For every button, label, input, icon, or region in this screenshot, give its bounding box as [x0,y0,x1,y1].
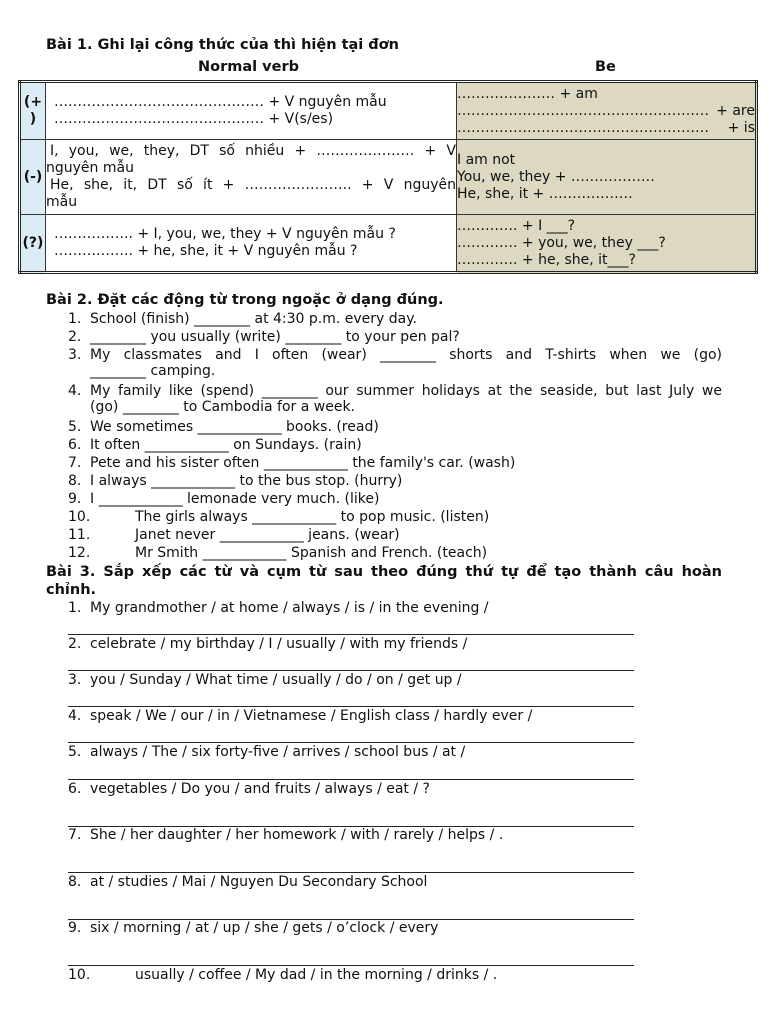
list-item: 6. It often ____________ on Sundays. (rain) [68,437,362,453]
formula-line: ……………………………………………… [457,102,709,119]
formula-line: I, you, we, they, DT số nhiều + ………………… + V [50,143,456,159]
tense-formula-table [18,80,758,274]
bai2-title: Bài 2. Đặt các động từ trong ngoặc ở dạng đúng. [46,292,444,308]
formula-line: ……………………………………………… [457,119,709,136]
list-item: 10. usually / coffee / My dad / in the morning / drinks / . [68,967,498,983]
list-item: 6. vegetables / Do you / and fruits / always / eat / ? [68,781,430,797]
sign-negative: (-) [20,140,46,215]
list-item: 7. Pete and his sister often ____________ the family's car. (wash) [68,455,516,471]
formula-line: You, we, they + ……………… [457,168,655,185]
be-question-cell [457,215,757,273]
table-row-positive [20,82,757,140]
list-item: 5. We sometimes ____________ books. (read) [68,419,379,435]
list-item: 7. She / her daughter / her homework / with / rarely / helps / . [68,827,504,843]
formula-line: nguyên mẫu [46,160,134,176]
formula-line: He, she, it + ……………… [457,185,633,202]
formula-line: I am not [457,151,516,168]
formula-line: …………. + you, we, they ___? [457,234,666,251]
answer-line[interactable] [68,634,634,635]
list-item: 4. My family like (spend) ________ our summer holidays at the seaside, but last July we (go) ________ to Cambodia for a week. [68,383,722,415]
formula-line: …………….. + I, you, we, they + V nguyên mẫu ? [54,226,396,242]
list-item: 9. I ____________ lemonade very much. (like) [68,491,380,507]
col-be-header: Be [595,59,616,75]
list-item: 8. at / studies / Mai / Nguyen Du Secondary School [68,874,428,890]
bai3-title-cont: chỉnh. [46,582,97,598]
list-item: 3. you / Sunday / What time / usually / do / on / get up / [68,672,462,688]
list-item: 11. Janet never ____________ jeans. (wear) [68,527,400,543]
answer-line[interactable] [68,965,634,966]
formula-line: …………. + I ___? [457,217,576,234]
formula-line: ……………………………………… + V nguyên mẫu [54,94,387,110]
normal-positive-cell [46,82,457,140]
answer-line[interactable] [68,779,634,780]
answer-line[interactable] [68,706,634,707]
list-item: 2. ________ you usually (write) ________ to your pen pal? [68,329,460,345]
list-item: 1. My grandmother / at home / always / is / in the evening / [68,600,489,616]
sign-question: (?) [20,215,46,273]
answer-line[interactable] [68,670,634,671]
be-negative-cell [457,140,757,215]
bai3-title: Bài 3. Sắp xếp các từ và cụm từ sau theo đúng thứ tự để tạo thành câu hoàn [46,564,722,580]
formula-line: …………….. + he, she, it + V nguyên mẫu ? [54,243,358,259]
list-item: 4. speak / We / our / in / Vietnamese / English class / hardly ever / [68,708,533,724]
formula-line: ………………… + am [457,85,598,102]
normal-negative-cell [46,140,457,215]
list-item: 5. always / The / six forty-five / arrives / school bus / at / [68,744,466,760]
table-row-negative [20,140,757,215]
sign-positive: (+ ) [20,82,46,140]
formula-line: mẫu [46,194,78,210]
list-item: 2. celebrate / my birthday / I / usually / with my friends / [68,636,468,652]
list-item: 10. The girls always ____________ to pop music. (listen) [68,509,490,525]
list-item: 1. School (finish) ________ at 4:30 p.m. every day. [68,311,417,327]
bai1-title: Bài 1. Ghi lại công thức của thì hiện tại đơn [46,37,399,53]
formula-line: He, she, it, DT số ít + ………………….. + V nguyên [50,177,456,193]
formula-line: …………. + he, she, it___? [457,251,636,268]
answer-line[interactable] [68,742,634,743]
answer-line[interactable] [68,872,634,873]
list-item: 8. I always ____________ to the bus stop. (hurry) [68,473,403,489]
normal-question-cell [46,215,457,273]
col-normal-verb-header: Normal verb [198,59,299,75]
list-item: 3. My classmates and I often (wear) ________ shorts and T-shirts when we (go) ________ camping. [68,347,722,379]
be-positive-cell: ………………… + am ……………………………………………… + are ……………………………………………… + is [457,82,757,140]
list-item: 12. Mr Smith ____________ Spanish and French. (teach) [68,545,488,561]
formula-line: ……………………………………… + V(s/es) [54,111,334,127]
table-row-question [20,215,757,273]
list-item: 9. six / morning / at / up / she / gets / o’clock / every [68,920,439,936]
